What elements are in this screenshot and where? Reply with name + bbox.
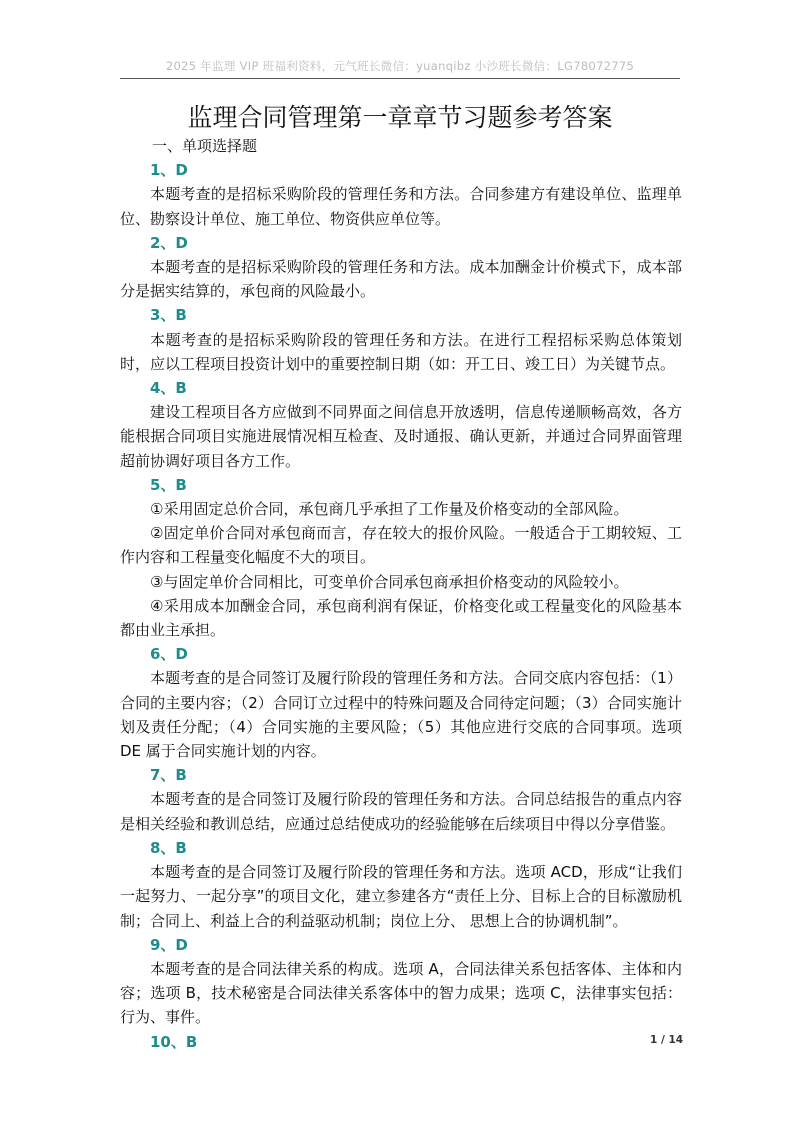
header-divider — [120, 78, 680, 79]
answer-item — [120, 303, 682, 376]
answer-item — [120, 158, 682, 231]
answer-key: 8、B — [150, 838, 187, 857]
answer-item — [120, 1030, 682, 1054]
answer-item — [120, 473, 682, 642]
answer-item — [120, 933, 682, 1030]
explanation-paragraph: 本题考查的是招标采购阶段的管理任务和方法。在进行工程招标采购总体策划时，应以工程项目投资计划中的重要控制日期（如：开工日、竣工日）为关键节点。 — [120, 330, 682, 373]
answer-key: 2、D — [150, 233, 188, 252]
explanation-paragraph: 本题考查的是合同法律关系的构成。选项 A，合同法律关系包括客体、主体和内容；选项 B，技术秘密是合同法律关系客体中的智力成果；选项 C，法律事实包括：行为、事件。 — [120, 959, 682, 1027]
answer-key: 6、D — [150, 645, 188, 664]
page-number: 1 / 14 — [650, 1034, 684, 1046]
answer-key: 9、D — [150, 935, 188, 954]
answer-key: 10、B — [150, 1032, 198, 1051]
explanation-paragraph: 本题考查的是招标采购阶段的管理任务和方法。合同参建方有建设单位、监理单位、勘察设计单位、施工单位、物资供应单位等。 — [120, 185, 682, 228]
explanation-paragraph: 本题考查的是合同签订及履行阶段的管理任务和方法。选项 ACD，形成“让我们一起努力、一起分享”的项目文化，建立参建各方“责任上分、目标上合的目标激励机制；合同上、利益上合的利益驱动机制；岗位上分、 思想上合的协调机制”。 — [120, 863, 682, 930]
explanation-paragraph: ④采用成本加酬金合同，承包商利润有保证，价格变化或工程量变化的风险基本都由业主承担。 — [120, 596, 682, 640]
explanation-paragraph: ①采用固定总价合同，承包商几乎承担了工作量及价格变动的全部风险。 — [150, 500, 629, 519]
explanation-paragraph: ②固定单价合同对承包商而言，存在较大的报价风险。一般适合于工期较短、工作内容和工程量变化幅度不大的项目。 — [120, 524, 682, 567]
answer-key: 5、B — [150, 475, 187, 494]
header-watermark: 2025 年监理 VIP 班福利资料，元气班长微信：yuanqibz 小沙班长微信：LG78072775 — [165, 59, 635, 73]
explanation-paragraph: 本题考查的是招标采购阶段的管理任务和方法。成本加酬金计价模式下，成本部分是据实结算的，承包商的风险最小。 — [120, 258, 682, 301]
answer-key: 4、B — [150, 379, 187, 398]
section-heading: 一、单项选择题 — [152, 137, 258, 155]
answer-item — [120, 836, 682, 933]
answer-content — [120, 134, 682, 1054]
answer-item — [120, 231, 682, 304]
answer-key: 7、B — [150, 766, 187, 785]
answer-item — [120, 642, 682, 763]
answer-item — [120, 376, 682, 473]
answer-key: 3、B — [150, 306, 187, 325]
page-title: 监理合同管理第一章章节习题参考答案 — [187, 103, 613, 132]
explanation-paragraph: 本题考查的是合同签订及履行阶段的管理任务和方法。合同总结报告的重点内容是相关经验和教训总结，应通过总结使成功的经验能够在后续项目中得以分享借鉴。 — [120, 790, 682, 833]
explanation-paragraph: 本题考查的是合同签订及履行阶段的管理任务和方法。合同交底内容包括：（1）合同的主要内容；（2）合同订立过程中的特殊问题及合同待定问题；（3）合同实施计划及责任分配；（4）合同实施的主要风险；（5）其他应进行交底的合同事项。选项 DE 属于合同实施计划的内容。 — [120, 669, 682, 761]
explanation-paragraph: ③与固定单价合同相比，可变单价合同承包商承担价格变动的风险较小。 — [150, 572, 629, 591]
answer-item — [120, 763, 682, 836]
answer-list — [120, 158, 682, 1054]
answer-key: 1、D — [150, 161, 188, 180]
explanation-paragraph: 建设工程项目各方应做到不同界面之间信息开放透明，信息传递顺畅高效，各方能根据合同项目实施进展情况相互检查、及时通报、确认更新，并通过合同界面管理超前协调好项目各方工作。 — [120, 403, 682, 470]
